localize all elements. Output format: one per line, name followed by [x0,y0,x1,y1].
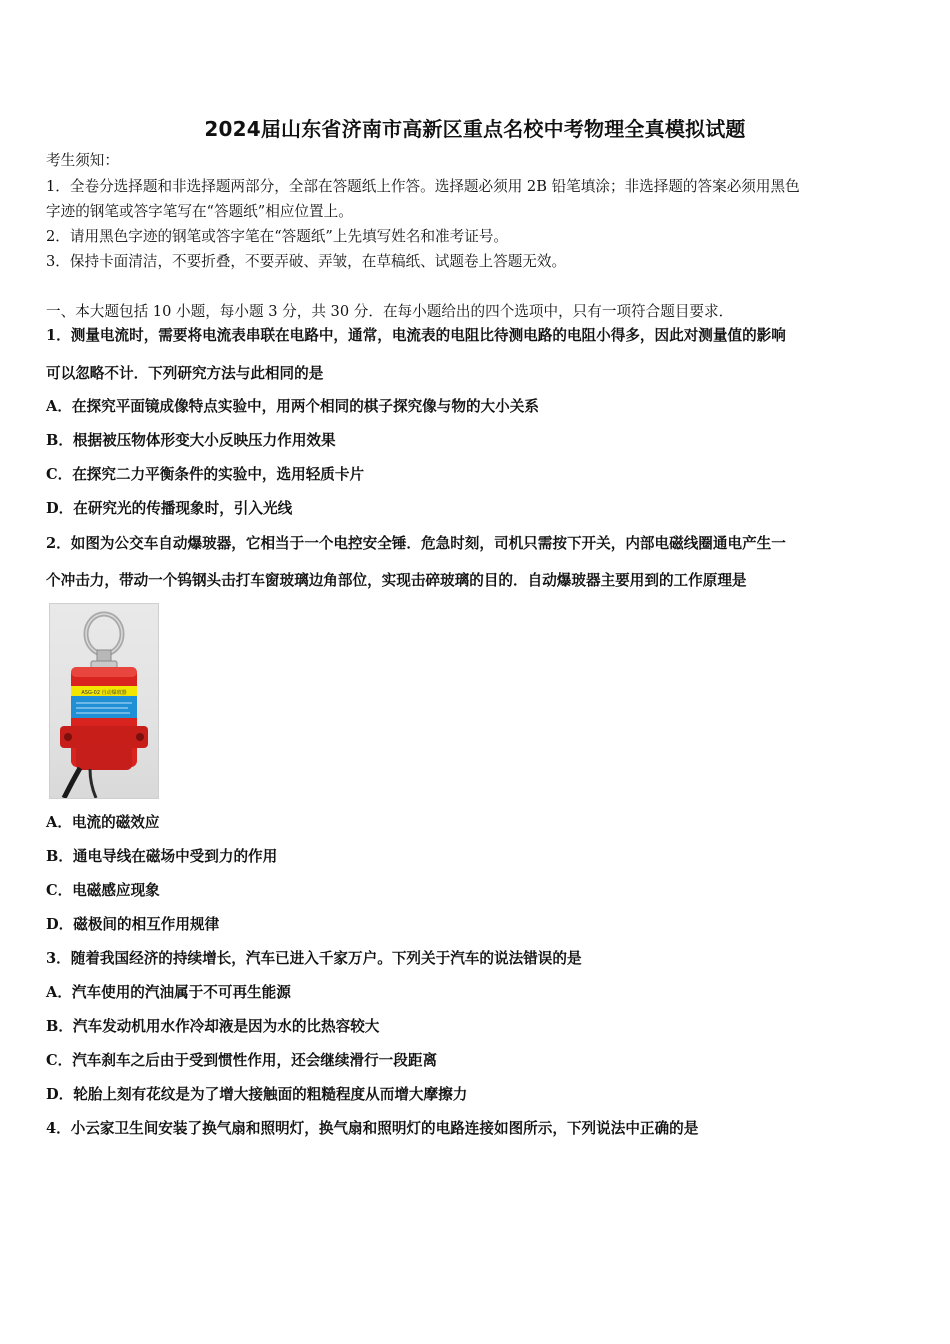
notice-item: 2．请用黑色字迹的钢笔或答字笔在“答题纸”上先填写姓名和准考证号。 [46,228,509,245]
device-label: ASG-02 自动爆玻器 [81,690,127,696]
notice-item: 1．全卷分选择题和非选择题两部分，全部在答题纸上作答。选择题必须用 2B 铅笔填涂；非选择题的答案必须用黑色 [46,178,800,195]
page-title: 2024届山东省济南市高新区重点名校中考物理全真模拟试题 [204,117,746,141]
notice-item: 字迹的钢笔或答字笔写在“答题纸”相应位置上。 [46,203,353,220]
question-stem: 2．如图为公交车自动爆玻器，它相当于一个电控安全锤．危急时刻，司机只需按下开关，内部电磁线圈通电产生一 [46,535,786,552]
answer-option: A．汽车使用的汽油属于不可再生能源 [46,984,291,1001]
answer-option: C．电磁感应现象 [46,882,160,899]
answer-option: D．磁极间的相互作用规律 [46,916,220,933]
answer-option: C．汽车刹车之后由于受到惯性作用，还会继续滑行一段距离 [46,1052,438,1069]
power-cable [64,768,80,798]
answer-option: D．轮胎上刻有花纹是为了增大接触面的粗糙程度从而增大摩擦力 [46,1086,468,1103]
section-heading: 一、本大题包括 10 小题，每小题 3 分，共 30 分．在每小题给出的四个选项中，只有一项符合题目要求． [46,303,734,320]
window-breaker-photo [49,603,159,799]
answer-option: B．根据被压物体形变大小反映压力作用效果 [46,432,336,449]
question-stem: 1．测量电流时，需要将电流表串联在电路中，通常，电流表的电阻比待测电路的电阻小得多，因此对测量值的影响 [46,327,786,344]
question-stem: 可以忽略不计．下列研究方法与此相同的是 [46,365,324,382]
notice-heading: 考生须知： [46,152,119,169]
answer-option: D．在研究光的传播现象时，引入光线 [46,500,293,517]
question-stem: 3．随着我国经济的持续增长，汽车已进入千家万户。下列关于汽车的说法错误的是 [46,950,582,967]
answer-option: B．通电导线在磁场中受到力的作用 [46,848,278,865]
notice-item: 3．保持卡面清洁，不要折叠，不要弄破、弄皱，在草稿纸、试题卷上答题无效。 [46,253,567,270]
answer-option: A．在探究平面镜成像特点实验中，用两个相同的棋子探究像与物的大小关系 [46,398,539,415]
answer-option: C．在探究二力平衡条件的实验中，选用轻质卡片 [46,466,365,483]
question-stem: 个冲击力，带动一个钨钢头击打车窗玻璃边角部位，实现击碎玻璃的目的．自动爆玻器主要用到的工作原理是 [46,572,747,589]
window-breaker-illustration [50,604,158,798]
blue-band [71,696,137,718]
answer-option: A．电流的磁效应 [46,814,160,831]
answer-option: B．汽车发动机用水作冷却液是因为水的比热容较大 [46,1018,380,1035]
question-stem: 4．小云家卫生间安装了换气扇和照明灯，换气扇和照明灯的电路连接如图所示，下列说法中正确的是 [46,1120,699,1137]
